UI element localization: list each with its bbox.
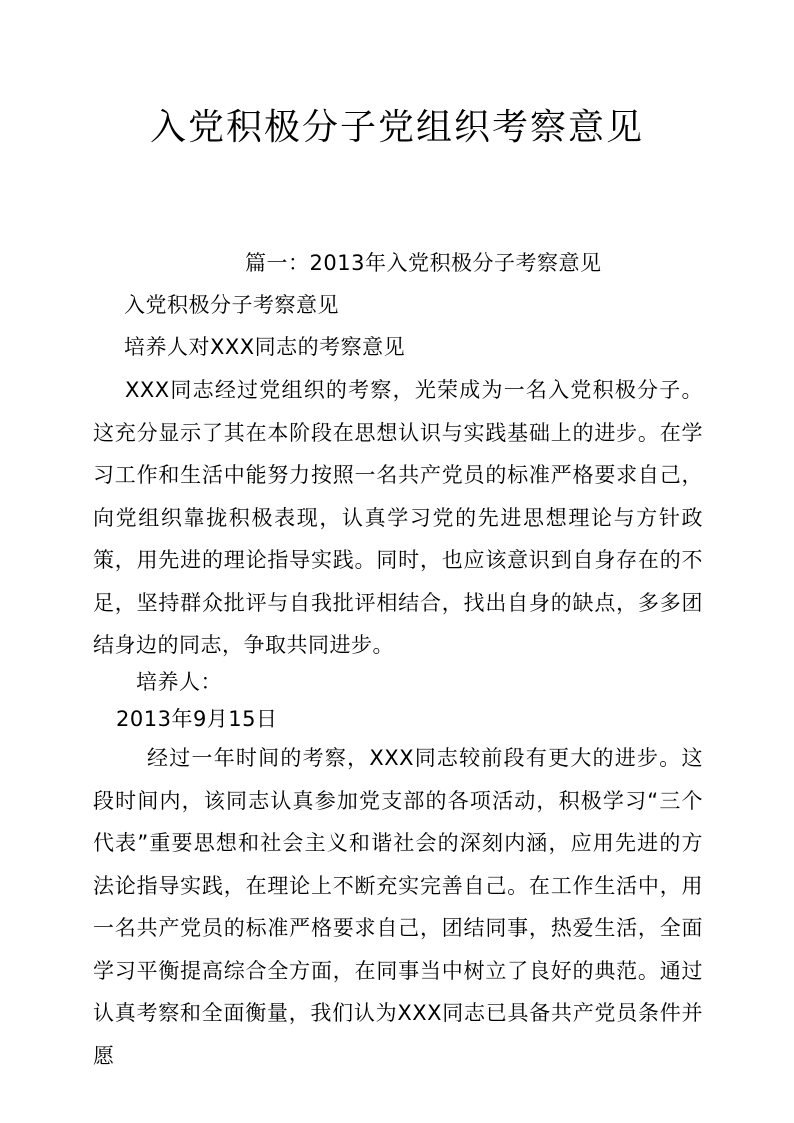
section-heading: 篇一：2013年入党积极分子考察意见 — [245, 251, 602, 275]
subheading-assessment: 入党积极分子考察意见 — [124, 293, 339, 317]
document-title: 入党积极分子党组织考察意见 — [149, 107, 644, 148]
subheading-trainer-opinion: 培养人对XXX同志的考察意见 — [124, 335, 406, 359]
signature-label: 培养人： — [136, 670, 222, 694]
paragraph-first-assessment: XXX同志经过党组织的考察，光荣成为一名入党积极分子。这充分显示了其在本阶段在思想认识与实践基础上的进步。在学习工作和生活中能努力按照一名共产党员的标准严格要求自己，向党组织靠拢积极表现，认真学习党的先进思想理论与方针政策，用先进的理论指导实践。同时，也应该意识到自身存在的不足，坚持群众批评与自我批评相结合，找出自身的缺点，多多团结身边的同志，争取共同进步。 — [93, 378, 703, 657]
paragraph-second-assessment: 经过一年时间的考察，XXX同志较前段有更大的进步。这段时间内，该同志认真参加党支部的各项活动，积极学习“三个代表”重要思想和社会主义和谐社会的深刻内涵，应用先进的方法论指导实践，在理论上不断充实完善自己。在工作生活中，用一名共产党员的标准严格要求自己，团结同事，热爱生活，全面学习平衡提高综合全方面，在同事当中树立了良好的典范。通过认真考察和全面衡量，我们认为XXX同志已具备共产党员条件并愿 — [93, 746, 703, 1068]
date-line: 2013年9月15日 — [116, 707, 278, 731]
